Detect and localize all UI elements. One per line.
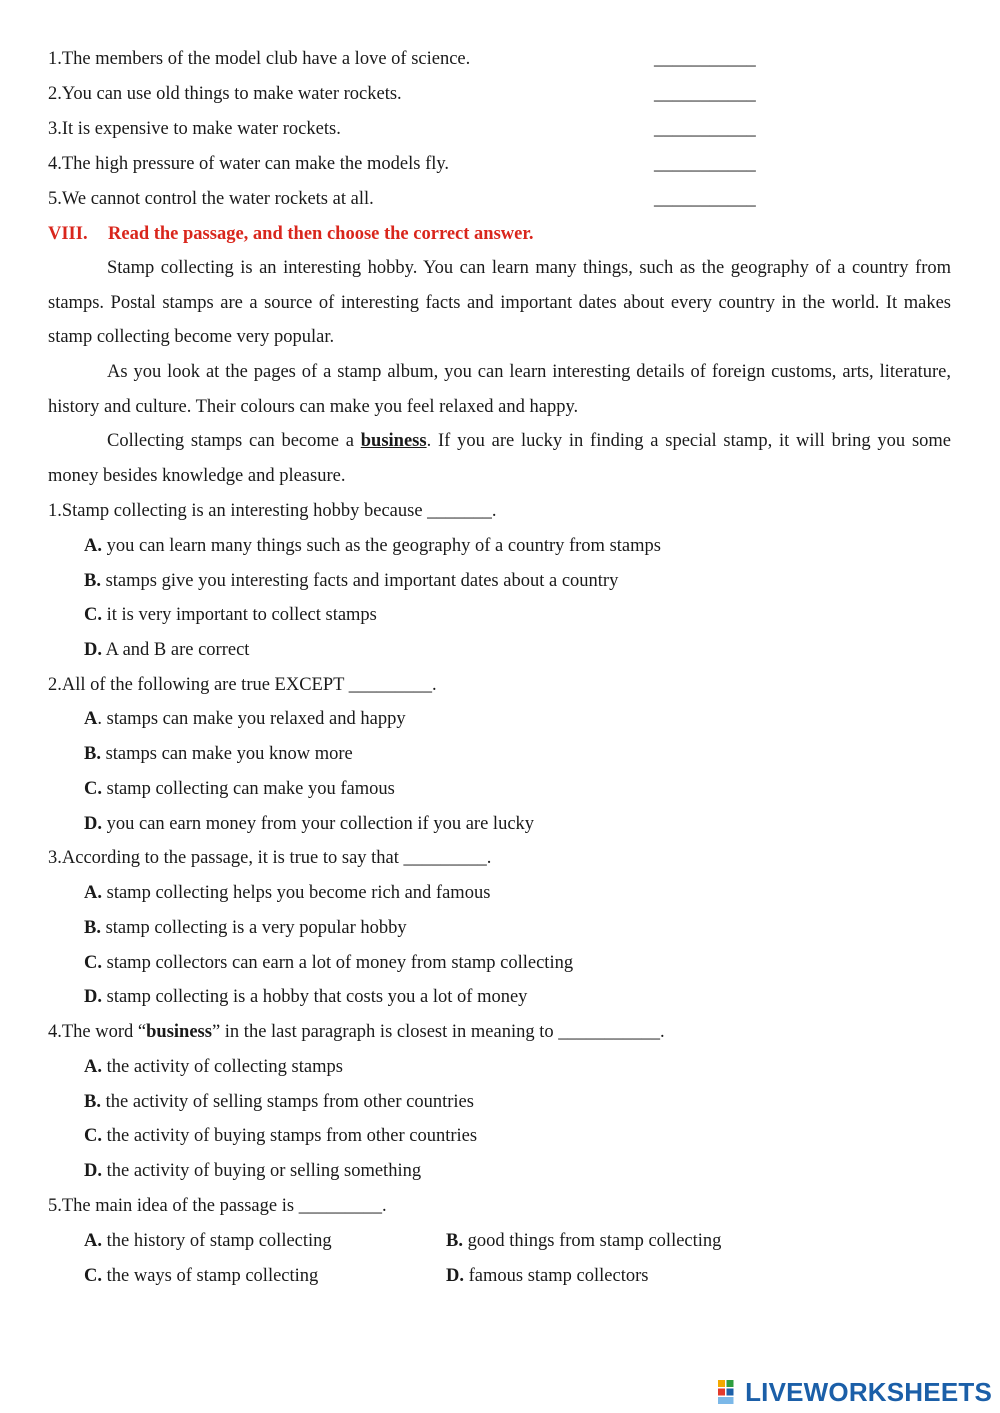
option-text: the activity of buying stamps from other countries <box>102 1126 478 1146</box>
q1-option-d[interactable] <box>84 639 249 661</box>
q3-option-b[interactable] <box>84 917 407 939</box>
option-letter: D. <box>84 640 102 660</box>
logo-text: LIVEWORKSHEETS <box>745 1376 992 1407</box>
option-letter: C. <box>84 779 102 799</box>
question-5: 5.The main idea of the passage is _________. <box>48 1196 387 1216</box>
statement-3: 3.It is expensive to make water rockets. <box>48 119 341 139</box>
keyword-business: business <box>360 431 427 451</box>
option-text: stamp collecting is a hobby that costs you a lot of money <box>102 987 528 1007</box>
section-number: VIII. <box>48 224 88 244</box>
q2-option-b[interactable] <box>84 743 353 765</box>
section-heading <box>48 223 533 245</box>
q3-option-d[interactable] <box>84 986 527 1008</box>
statement-5: 5.We cannot control the water rockets at all. <box>48 189 374 209</box>
answer-blank-5[interactable]: ___________ <box>654 189 756 209</box>
option-text: the activity of selling stamps from other countries <box>100 1092 474 1112</box>
option-text: stamp collecting can make you famous <box>102 779 395 799</box>
question-3: 3.According to the passage, it is true to say that _________. <box>48 848 492 868</box>
option-text: you can learn many things such as the geography of a country from stamps <box>102 536 661 556</box>
option-letter: B. <box>84 1092 101 1112</box>
q2-option-c[interactable] <box>84 778 395 800</box>
option-letter: D. <box>446 1266 464 1286</box>
q2-option-d[interactable] <box>84 813 534 835</box>
option-letter: A. <box>84 883 102 903</box>
option-letter: B. <box>446 1231 463 1251</box>
option-text: stamp collecting is a very popular hobby <box>100 918 407 938</box>
option-text: you can earn money from your collection if you are lucky <box>102 814 535 834</box>
option-letter: D. <box>84 1161 102 1181</box>
statement-4: 4.The high pressure of water can make the models fly. <box>48 154 450 174</box>
option-letter: A. <box>84 1057 102 1077</box>
option-text: the ways of stamp collecting <box>102 1266 319 1286</box>
option-letter: C. <box>84 953 102 973</box>
passage-paragraph-3 <box>48 424 951 493</box>
option-letter: D. <box>84 987 102 1007</box>
option-letter: C. <box>84 1266 102 1286</box>
q5-option-c[interactable] <box>84 1265 318 1287</box>
p3-before: Collecting stamps can become a <box>107 431 361 451</box>
option-text: stamp collecting helps you become rich and famous <box>102 883 491 903</box>
q1-option-a[interactable] <box>84 535 661 557</box>
option-text: stamps give you interesting facts and important dates about a country <box>100 571 619 591</box>
option-letter: B. <box>84 918 101 938</box>
statement-1: 1.The members of the model club have a love of science. <box>48 49 471 69</box>
q4-option-a[interactable] <box>84 1056 343 1078</box>
option-letter: C. <box>84 1126 102 1146</box>
q4-option-d[interactable] <box>84 1160 421 1182</box>
answer-blank-2[interactable]: ___________ <box>654 84 756 104</box>
q5-option-a[interactable] <box>84 1230 332 1252</box>
statement-2: 2.You can use old things to make water rockets. <box>48 84 402 104</box>
option-text: famous stamp collectors <box>464 1266 649 1286</box>
option-letter: A. <box>84 536 102 556</box>
option-letter: B. <box>84 744 101 764</box>
answer-blank-3[interactable]: ___________ <box>654 119 756 139</box>
q4-stem-after: ” in the last paragraph is closest in meaning to ___________. <box>211 1022 665 1042</box>
q5-option-b[interactable] <box>446 1230 721 1252</box>
option-text: good things from stamp collecting <box>462 1231 722 1251</box>
q3-option-a[interactable] <box>84 882 490 904</box>
answer-blank-1[interactable]: ___________ <box>654 49 756 69</box>
q1-option-c[interactable] <box>84 604 377 626</box>
q4-stem-before: 4.The word “ <box>48 1022 147 1042</box>
option-letter: D. <box>84 814 102 834</box>
section-title: Read the passage, and then choose the correct answer. <box>108 224 534 244</box>
liveworksheets-logo[interactable] <box>717 1377 992 1407</box>
option-text: A and B are correct <box>102 640 250 660</box>
q2-option-a[interactable] <box>84 708 406 730</box>
question-4 <box>48 1021 665 1043</box>
option-text: the activity of collecting stamps <box>102 1057 343 1077</box>
liveworksheets-logo-icon <box>717 1379 743 1405</box>
q5-option-d[interactable] <box>446 1265 648 1287</box>
passage-paragraph-1: Stamp collecting is an interesting hobby. You can learn many things, such as the geography of a country from stamps. Postal stamps are a source of interesting facts and important dates about every country in the world. It makes stamp collecting become very popular. <box>48 258 951 348</box>
question-2: 2.All of the following are true EXCEPT _________. <box>48 675 437 695</box>
option-letter: A <box>84 709 98 729</box>
option-text: the history of stamp collecting <box>102 1231 332 1251</box>
option-text: it is very important to collect stamps <box>102 605 377 625</box>
question-1: 1.Stamp collecting is an interesting hobby because _______. <box>48 501 497 521</box>
answer-blank-4[interactable]: ___________ <box>654 154 756 174</box>
option-letter: A. <box>84 1231 102 1251</box>
q3-option-c[interactable] <box>84 952 573 974</box>
q1-option-b[interactable] <box>84 570 618 592</box>
passage-paragraph-2: As you look at the pages of a stamp album, you can learn interesting details of foreign customs, arts, literature, history and culture. Their colours can make you feel relaxed and happy. <box>48 362 951 417</box>
q4-option-b[interactable] <box>84 1091 474 1113</box>
q4-keyword: business <box>146 1022 212 1042</box>
option-letter: C. <box>84 605 102 625</box>
option-text: stamp collectors can earn a lot of money from stamp collecting <box>102 953 574 973</box>
option-text: . stamps can make you relaxed and happy <box>97 709 406 729</box>
q4-option-c[interactable] <box>84 1125 477 1147</box>
option-text: stamps can make you know more <box>100 744 353 764</box>
option-letter: B. <box>84 571 101 591</box>
option-text: the activity of buying or selling something <box>102 1161 422 1181</box>
p3-after: . If you are lucky in finding a special stamp, it will bring you some money besides knowledge and pleasure. <box>48 431 951 486</box>
